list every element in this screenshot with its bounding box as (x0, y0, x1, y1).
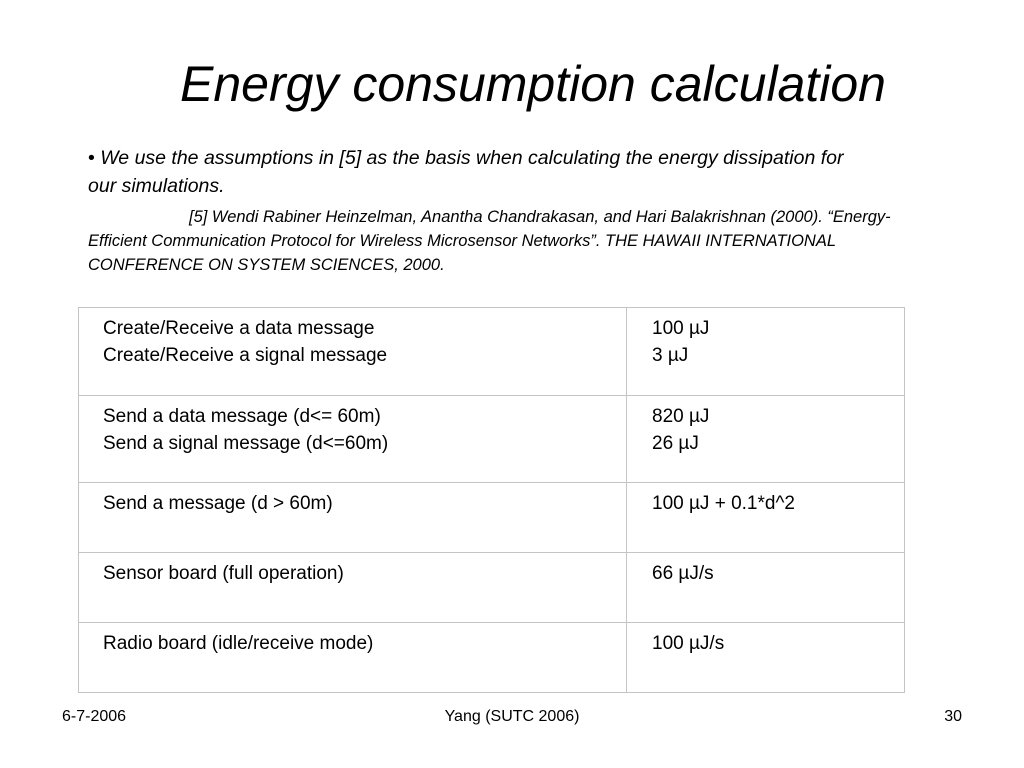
activity-cell (79, 396, 627, 483)
activity-cell (79, 308, 627, 396)
bullet-text: We use the assumptions in [5] as the basis when calculating the energy dissipation for our simulations. (88, 147, 844, 197)
table-row (79, 553, 905, 623)
activity-label: Send a message (d > 60m) (103, 493, 333, 514)
energy-value: 100 µJ + 0.1*d^2 (652, 493, 795, 514)
page-number: 30 (944, 708, 962, 725)
footer-center (0, 708, 1024, 726)
activity-label: Radio board (idle/receive mode) (103, 633, 374, 654)
energy-cell (627, 308, 905, 396)
reference-citation: [5] Wendi Rabiner Heinzelman, Anantha Chandrakasan, and Hari Balakrishnan (2000). “Energy-Efficient Communication Protocol for Wireless Microsensor Networks”. THE HAWAII INTERNATIONAL CONFERENCE ON SYSTEM SCIENCES, 2000. (88, 208, 891, 274)
energy-value: 820 µJ (652, 406, 710, 427)
activity-label: Sensor board (full operation) (103, 563, 344, 584)
table-row (79, 396, 905, 483)
activity-cell (79, 553, 627, 623)
energy-table (78, 307, 905, 693)
bullet-marker: • (88, 147, 95, 169)
activity-cell (79, 483, 627, 553)
footer-author: Yang (SUTC 2006) (444, 708, 580, 725)
energy-value: 100 µJ/s (652, 633, 725, 654)
activity-cell (79, 623, 627, 693)
energy-value: 66 µJ/s (652, 563, 714, 584)
energy-value: 100 µJ (652, 318, 710, 339)
bullet-point (88, 144, 848, 200)
footer-date: 6-7-2006 (62, 708, 127, 725)
energy-value: 26 µJ (652, 433, 699, 454)
energy-cell (627, 396, 905, 483)
table-row (79, 483, 905, 553)
energy-cell (627, 623, 905, 693)
energy-cell (627, 553, 905, 623)
table-row (79, 308, 905, 396)
slide-title: Energy consumption calculation (180, 56, 886, 112)
energy-cell (627, 483, 905, 553)
energy-value: 3 µJ (652, 345, 689, 366)
activity-label: Send a signal message (d<=60m) (103, 433, 389, 454)
activity-label: Send a data message (d<= 60m) (103, 406, 381, 427)
activity-label: Create/Receive a signal message (103, 345, 388, 366)
activity-label: Create/Receive a data message (103, 318, 375, 339)
table-row (79, 623, 905, 693)
